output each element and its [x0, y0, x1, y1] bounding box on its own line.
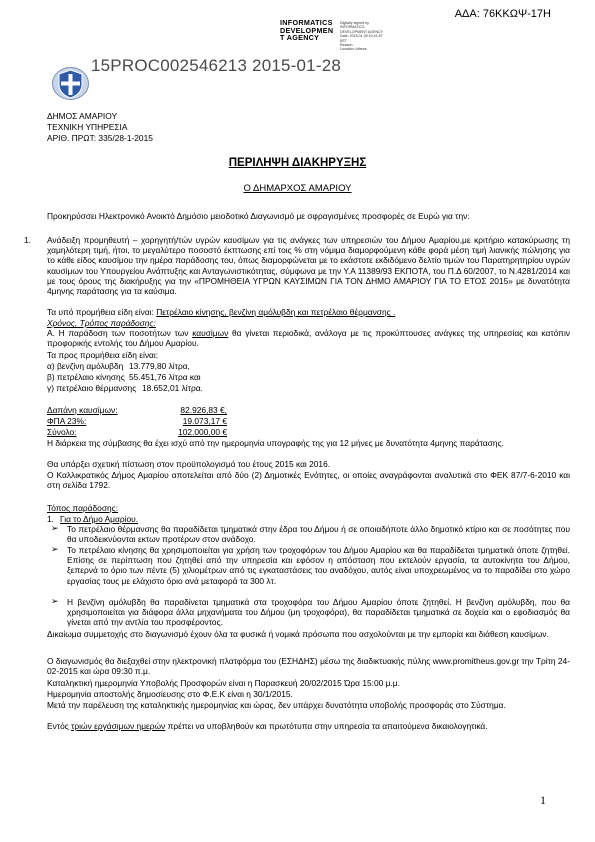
ada-code: ΑΔΑ: 76ΚΚΩΨ-17Η: [454, 8, 551, 20]
species-label: β) πετρέλαιο κίνησης: [47, 372, 125, 382]
signature-detail-line: INFORMATICS: [340, 25, 365, 30]
species-value: 13.779,80 λίτρα,: [129, 361, 190, 371]
page-subtitle: Ο ΔΗΜΑΡΧΟΣ ΑΜΑΡΙΟΥ: [243, 183, 352, 194]
delivery-a-paragraph: [47, 328, 570, 348]
page-number: 1: [540, 793, 546, 807]
originals-paragraph: [47, 721, 570, 731]
bullet-heating-oil: Το πετρέλαιο θέρμανσης θα παραδίδεται τμηματικά στην έδρα του Δήμου ή σε οποιαδήποτε άλλο δημοτικό κτίριο και σε ποσότητες που θα υποδεικνύονται εκτων προτέρων στον ανάδοχο.: [67, 524, 570, 545]
eligibility-paragraph: Δικαίωμα συμμετοχής στο διαγωνισμό έχουν όλα τα φυσικά ή νομικά πρόσωπα που ασχολούνται με την εμπορία και διάθεση καυσίμων.: [47, 629, 549, 639]
species-label: γ) πετρέλαιο θέρμανσης: [47, 383, 137, 393]
items-intro-list: Πετρέλαιο κίνησης, βενζίνη αμόλυβδη και πετρέλαιο θέρμανσης .: [156, 307, 396, 317]
delivery-a-fuel: καυσίμων: [192, 328, 229, 338]
signature-org-line: T AGENCY: [280, 33, 320, 43]
items-intro-prefix: Τα υπό προμήθεια είδη είναι:: [47, 307, 157, 317]
cost-label: ΦΠΑ 23%:: [47, 416, 87, 426]
species-heading: Τα προς προμήθεια είδη είναι:: [47, 350, 159, 360]
header-protocol-number: ΑΡΙΘ. ΠΡΩΤ: 335/28-1-2015: [47, 133, 153, 143]
items-intro: [47, 307, 395, 317]
deadline-line: Καταληκτική ημερομηνία Υποβολής Προσφορών είναι η Παρασκευή 20/02/2015 Ώρα 15:00 μ.μ.: [47, 678, 400, 688]
delivery-time-heading: Χρόνος, Τρόπος παράδοσης:: [47, 318, 156, 328]
item-number: 1.: [24, 235, 31, 245]
arrow-bullet-icon: ➢: [51, 523, 59, 533]
after-deadline-paragraph: Μετά την παρέλευση της καταληκτικής ημερομηνίας και ώρας, δεν υπάρχει δυνατότητα υποβολής προσφοράς στο Σύστημα.: [47, 700, 506, 710]
originals-deadline: τριών εργάσιμων ημερών: [71, 721, 166, 731]
signature-detail-line: EET: [340, 38, 347, 43]
platform-paragraph: Ο διαγωνισμός θα διεξαχθεί στην ηλεκτρονική πλατφόρμα του (ΕΣΗΔΗΣ) μέσω της διαδικτυακής πύλης www.promitheus.gov.gr την Τρίτη 24-02-2015 και ώρα 09:30 π.μ.: [47, 656, 570, 677]
item-description: Ανάδειξη προμηθευτή – χορηγητή/τών υγρών καυσίμων για τις ανάγκες των υπηρεσιών του Δήμου Αμαρίου,με κριτήριο κατακύρωσης τη χαμηλότερη τιμή, ήτοι, το μεγαλύτερο ποσοστό έκπτωσης επί τοις % στη νόμιμα διαμορφούμενη κάθε φορά μέση τιμή λιανικής πώλησης για το κάθε είδος καυσίμου την ημέρα παράδοσης του, όπως διαμορφώνεται με το εκάστοτε εκδιδόμενο δελτίο τιμών του Παρατηρητηρίου υγρών καυσίμων του Υπουργείου Ανάπτυξης και Ανταγωνιστικότητας, σύμφωνα με την Υ.Α 11389/93 ΕΚΠΟΤΑ, του Π.Δ 60/2007, το Ν.4281/2014 και με τους όρους της διακήρυξης για την «ΠΡΟΜΗΘΕΙΑ ΥΓΡΩΝ ΚΑΥΣΙΜΩΝ ΓΙΑ ΤΟΝ ΔΗΜΟ ΑΜΑΡΙΟΥ ΓΙΑ ΤΟ ΕΤΟΣ 2015» με δυνατότητα 4μηνης παράτασης για τα καύσιμα.: [47, 235, 570, 297]
cost-value: 19.073,17 €: [182, 416, 227, 426]
places-sub-heading: Για το Δήμο Αμαρίου.: [60, 514, 139, 524]
arrow-bullet-icon: ➢: [51, 544, 59, 554]
bullet-unleaded: Η βενζίνη αμόλυβδη θα παραδίνεται τμηματικά στα τροχοφόρα του Δήμου Αμαρίου όποτε ζητηθεί. Η βενζίνη αμόλυβδη, που θα χρησιμοποιείται για διάφορα άλλα μηχανήματα του Δήμου (μη τροχοφόρα), θα παραδίδεται τμηματικά σε δοχεία και ο εφοδιασμός θα γίνεται από την αντλία του προσφέροντος.: [67, 597, 570, 628]
cost-value: 82.926,83 €,: [180, 405, 227, 415]
originals-suffix: πρέπει να υποβληθούν και πρωτότυπα στην υπηρεσία τα απαιτούμενα δικαιολογητικά.: [165, 721, 488, 731]
species-value: 55.451,76 λίτρα και: [129, 372, 201, 382]
signature-org-line: INFORMATICS: [280, 18, 333, 27]
signature-detail-line: Reason:: [340, 43, 354, 48]
publication-line: Ημερομηνία αποστολής δημοσίευσης στο Φ.Ε.Κ είναι η 30/1/2015.: [47, 689, 293, 699]
arrow-bullet-icon: ➢: [51, 596, 59, 606]
delivery-a-suffix: θα γίνεται περιοδικά, ανάλογα με τις προκύπτουσες ανάγκες της υπηρεσίας και κατόπιν προφορικής εντολής του Δήμου Αμαρίου.: [47, 328, 570, 349]
cost-label: Σύνολο:: [47, 427, 77, 437]
places-heading: Τόπος παράδοσης:: [47, 503, 119, 513]
signature-detail-line: Date: 2015.01.28 10:41:57: [340, 34, 383, 39]
signature-details: [340, 21, 383, 52]
species-label: α) βενζίνη αμόλυβδη: [47, 361, 124, 371]
bullet-diesel: Το πετρέλαιο κίνησης θα χρησιμοποιείται για χρήση των τροχοφόρων του Δήμου Αμαρίου και θα παραδίδεται τμηματικά όποτε ζητηθεί. Επίσης σε περίπτωση που ζητηθεί από την υπηρεσία και εφόσον η απόσταση που εκτελούν εργασία, τα αυτοκίνητα του Δήμου, ξεπερνά το όριο των πέντε (5) χιλιομέτρων από τις εγκαταστάσεις του αναδόχου, αυτός είναι υποχρεωμένος να το παραδίδει στο χώρο εργασίας τους με ελάχιστο όριο ανά μεταφορά τα 300 λτ.: [67, 545, 570, 586]
intro-paragraph: Προκηρύσσει Ηλεκτρονικό Ανοικτό Δημόσιο μειοδοτικό Διαγωνισμό με σφραγισμένες προσφορές σε Ευρώ για την:: [47, 211, 470, 221]
signature-detail-line: Location: Athens: [340, 47, 367, 52]
header-department: ΤΕΧΝΙΚΗ ΥΠΗΡΕΣΙΑ: [47, 122, 128, 132]
species-value: 18.652,01 λίτρα.: [142, 383, 203, 393]
page-title: ΠΕΡΙΛΗΨΗ ΔΙΑΚΗΡΥΞΗΣ: [228, 157, 367, 169]
originals-prefix: Εντός: [47, 721, 72, 731]
cost-label: Δαπάνη καυσίμων:: [47, 405, 118, 415]
places-sub-number: 1.: [47, 514, 54, 524]
municipality-paragraph: Ο Καλλικρατικός Δήμος Αμαρίου αποτελείται από δύο (2) Δημοτικές Ενότητες, οι οποίες αναγράφονται αναλυτικά στο ΦΕΚ 87/7-6-2010 και στη σελίδα 1792.: [47, 470, 570, 491]
signature-detail-line: Digitally signed by: [340, 21, 369, 25]
signature-detail-line: DEVELOPMENT AGENCY: [340, 29, 384, 34]
protocol-stamp: 15PROC002546213 2015-01-28: [91, 56, 341, 75]
delivery-a-prefix: Α. Η παράδοση των ποσοτήτων των: [47, 328, 193, 338]
duration-paragraph: Η διάρκεια της σύμβασης θα έχει ισχύ από την ημερομηνία υπογραφής της για 12 μήνες με δυνατότητα 4μηνης παράτασης.: [47, 438, 504, 448]
header-municipality: ΔΗΜΟΣ ΑΜΑΡΙΟΥ: [47, 111, 118, 121]
signature-org-line: DEVELOPMEN: [280, 25, 334, 35]
budget-line: Θα υπάρξει σχετική πίστωση στον προϋπολογισμό του έτους 2015 και 2016.: [47, 459, 331, 469]
greek-emblem-logo: [52, 67, 89, 100]
signature-organization: [280, 19, 333, 42]
cost-value: 102.000,00 €: [178, 427, 227, 437]
